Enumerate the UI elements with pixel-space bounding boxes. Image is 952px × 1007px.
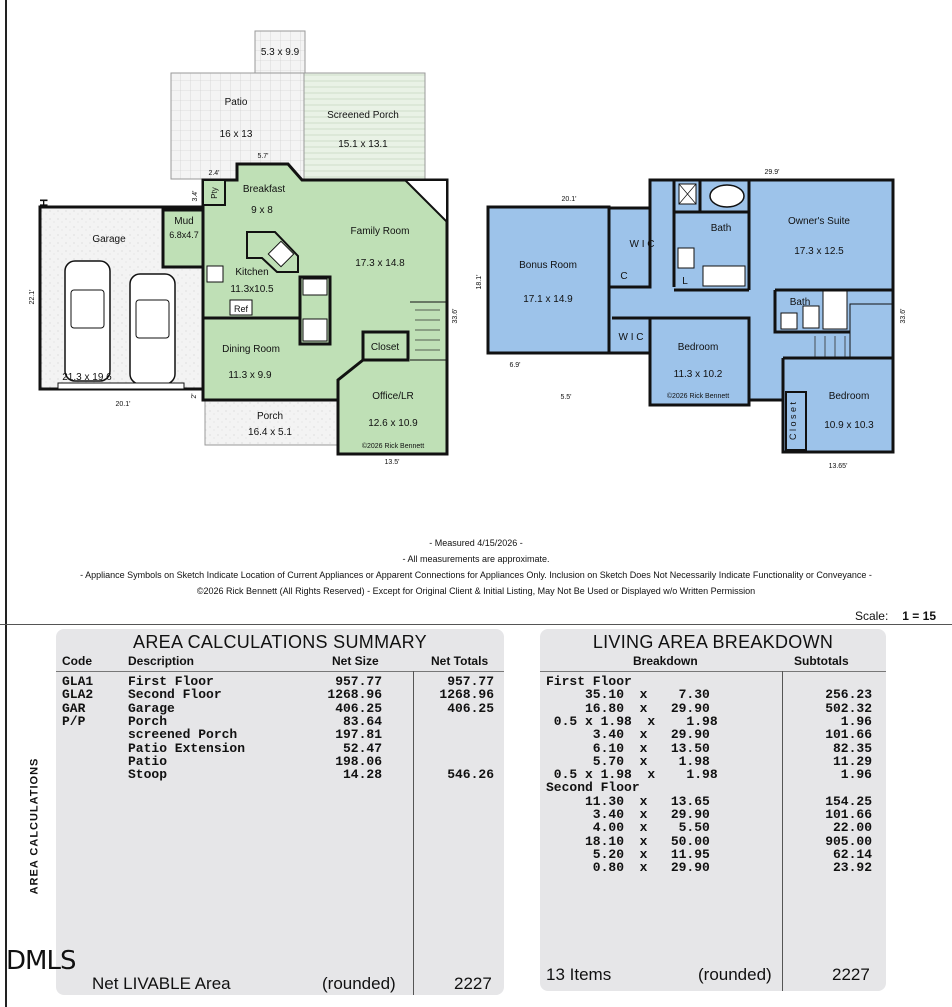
summary-code: GLA2 (62, 687, 94, 703)
header-net-totals: Net Totals (431, 654, 489, 668)
summary-net-size: 52.47 (342, 740, 382, 756)
wic-upper-label: W I C (629, 239, 655, 250)
screened-porch-dims: 15.1 x 13.1 (338, 139, 388, 150)
breakdown-subtotal: 905.00 (825, 833, 872, 849)
dim-2-4: 2.4' (208, 170, 220, 177)
garage-label: Garage (92, 234, 126, 245)
breakdown-line: Second Floor (546, 780, 640, 796)
sketch-notes (0, 535, 952, 599)
bath-hall-label: Bath (789, 297, 811, 308)
family-room-dims: 17.3 x 14.8 (355, 258, 405, 269)
bedroom-one-dims: 11.3 x 10.2 (673, 369, 723, 380)
summary-net-size: 1268.96 (327, 687, 382, 703)
breakdown-total: 2227 (832, 965, 870, 984)
note-measured: - Measured 4/15/2026 - (429, 538, 523, 548)
summary-net-size: 14.28 (342, 767, 382, 783)
breakdown-subtotal: 22.00 (832, 820, 872, 836)
summary-description: Patio Extension (128, 740, 246, 756)
breakdown-subtotal: 101.66 (825, 727, 872, 743)
porch-area (205, 400, 337, 445)
breakdown-line: 0.5 x 1.98 x 1.98 (546, 767, 718, 783)
mud-dims: 6.8x4.7 (169, 230, 199, 240)
owners-suite-label: Owner's Suite (788, 216, 850, 227)
breakdown-line: 5.70 x 1.98 (546, 753, 710, 769)
note-approximate: - All measurements are approximate. (402, 554, 550, 564)
summary-description: First Floor (128, 674, 214, 689)
dim-33-6: 33.6' (452, 308, 459, 324)
patio-label: Patio (224, 97, 248, 108)
dim-13-5: 13.5' (384, 459, 400, 466)
breakdown-line: 16.80 x 29.90 (546, 700, 710, 716)
header-subtotals: Subtotals (794, 654, 849, 668)
summary-net-total: 1268.96 (439, 687, 494, 703)
first-floor-copyright: ©2026 Rick Bennett (361, 443, 425, 450)
dim-3-4: 3.4' (192, 190, 199, 202)
bedroom-two-dims: 10.9 x 10.3 (824, 420, 874, 431)
closet-second-label: C l o s e t (788, 401, 798, 441)
bonus-room-label: Bonus Room (519, 260, 577, 271)
wic-lower-label: W I C (618, 332, 644, 343)
summary-description: screened Porch (128, 727, 238, 743)
summary-net-size: 197.81 (335, 727, 382, 743)
summary-code: GLA1 (62, 674, 94, 689)
summary-net-total: 406.25 (447, 700, 494, 716)
summary-code: GAR (62, 700, 86, 716)
stoop-label: 5.3 x 9.9 (260, 47, 300, 58)
summary-net-total: 957.77 (447, 674, 494, 689)
floor-plan-sketch (0, 0, 952, 500)
dim-20-1-upper: 20.1' (561, 196, 577, 203)
bedroom-one-label: Bedroom (677, 342, 719, 353)
summary-net-size: 198.06 (335, 753, 382, 769)
bedroom-two-label: Bedroom (828, 391, 870, 402)
dim-6-9: 6.9' (509, 362, 521, 369)
washer-icon (303, 279, 327, 295)
screened-porch-label: Screened Porch (327, 110, 399, 121)
scale-label: Scale: (854, 609, 889, 623)
dim-20-1: 20.1' (115, 401, 131, 408)
dim-33-6-upper: 33.6' (900, 308, 907, 324)
breakdown-subtotal: 502.32 (825, 700, 872, 716)
breakdown-line: 35.10 x 7.30 (546, 687, 710, 703)
breakdown-line: 0.80 x 29.90 (546, 860, 710, 876)
office-label: Office/LR (372, 391, 414, 402)
dim-5-5: 5.5' (560, 394, 572, 401)
office-dims: 12.6 x 10.9 (368, 418, 418, 429)
summary-code: P/P (62, 713, 86, 729)
net-livable-rounded: (rounded) (322, 974, 396, 993)
summary-description: Garage (128, 700, 175, 716)
section-divider (0, 624, 952, 625)
linen-label: L (682, 276, 688, 287)
bath-master-label: Bath (710, 223, 732, 234)
summary-description: Patio (128, 753, 168, 769)
dim-2: 2' (191, 393, 198, 399)
living-breakdown-panel (540, 629, 886, 991)
garage-dims: 21.3 x 19.6 (62, 372, 112, 383)
closet-label: Closet (370, 342, 400, 353)
breakfast-label: Breakfast (242, 184, 286, 195)
c-closet-label: C (620, 271, 628, 282)
mud-label: Mud (174, 216, 194, 227)
range-icon (207, 266, 223, 282)
breakdown-line: 18.10 x 50.00 (546, 833, 710, 849)
breakdown-subtotal: 11.29 (832, 753, 872, 769)
summary-net-size: 957.77 (335, 674, 382, 689)
items-count: 13 Items (546, 965, 612, 984)
toilet-icon (303, 319, 327, 341)
breakdown-subtotal: 256.23 (825, 687, 872, 703)
breakdown-line: First Floor (546, 674, 632, 689)
bonus-room-dims: 17.1 x 14.9 (523, 294, 573, 305)
porch-dims: 16.4 x 5.1 (248, 427, 292, 438)
dining-room-dims: 11.3 x 9.9 (228, 370, 272, 381)
breakdown-subtotal: 101.66 (825, 807, 872, 822)
header-net-size: Net Size (332, 654, 379, 668)
dim-5-7: 5.7' (257, 153, 269, 160)
summary-description: Stoop (128, 767, 168, 783)
living-breakdown-title: LIVING AREA BREAKDOWN (592, 632, 834, 652)
summary-description: Porch (128, 713, 168, 729)
dim-29-9: 29.9' (764, 169, 780, 176)
note-appliances: - Appliance Symbols on Sketch Indicate Location of Current Appliances or Apparent Connections for Appliances Only. Inclusion on Sketch Does Not Necessarily Indicate Functionality or Conveyance - (80, 570, 872, 580)
dim-18-1: 18.1' (476, 274, 483, 290)
ref-label: Ref (233, 304, 249, 314)
breakdown-line: 3.40 x 29.90 (546, 807, 710, 822)
summary-net-total: 546.26 (447, 767, 494, 783)
header-description: Description (128, 654, 195, 668)
kitchen-label: Kitchen (235, 267, 269, 278)
second-floor-copyright: ©2026 Rick Bennett (666, 393, 730, 400)
breakdown-subtotal: 82.35 (832, 740, 872, 756)
breakdown-subtotal: 62.14 (832, 846, 872, 862)
dim-13-65: 13.65' (828, 463, 848, 470)
header-breakdown: Breakdown (633, 654, 698, 668)
header-code: Code (62, 654, 92, 668)
breakdown-line: 4.00 x 5.50 (546, 820, 710, 836)
breakdown-subtotal: 154.25 (825, 793, 872, 809)
dim-22-1: 22.1' (29, 289, 36, 305)
porch-label: Porch (256, 411, 284, 422)
summary-net-size: 83.64 (342, 713, 382, 729)
kitchen-dims: 11.3x10.5 (230, 284, 274, 295)
side-label-calculations: AREA CALCULATIONS (28, 757, 41, 895)
breakdown-line: 3.40 x 29.90 (546, 727, 710, 743)
scale-indicator (855, 609, 936, 623)
breakdown-line: 5.20 x 11.95 (546, 846, 710, 862)
breakdown-subtotal: 1.96 (840, 767, 872, 783)
family-room-label: Family Room (350, 226, 410, 237)
scale-value: 1 = 15 (902, 609, 936, 623)
patio-dims: 16 x 13 (219, 129, 253, 140)
pantry-label: Pty (210, 187, 219, 199)
breakdown-subtotal: 23.92 (832, 860, 872, 876)
breakdown-rounded: (rounded) (698, 965, 772, 984)
dining-room-label: Dining Room (222, 344, 280, 355)
area-summary-title: AREA CALCULATIONS SUMMARY (133, 632, 427, 652)
owners-suite-dims: 17.3 x 12.5 (794, 246, 844, 257)
breakdown-line: 6.10 x 13.50 (546, 740, 710, 756)
dmls-watermark-logo: DMLS (6, 946, 76, 976)
breakdown-line: 0.5 x 1.98 x 1.98 (546, 713, 718, 729)
net-livable-label: Net LIVABLE Area (92, 974, 231, 993)
summary-net-size: 406.25 (335, 700, 382, 716)
screened-porch-area (304, 73, 425, 179)
breakdown-line: 11.30 x 13.65 (546, 793, 710, 809)
area-summary-panel (56, 629, 504, 995)
breakfast-dims: 9 x 8 (251, 205, 273, 216)
summary-description: Second Floor (128, 687, 222, 703)
note-copyright: ©2026 Rick Bennett (All Rights Reserved) - Except for Original Client & Initial Listing, May Not Be Used or Displayed w/o Written Permission (196, 586, 756, 596)
breakdown-subtotal: 1.96 (840, 713, 872, 729)
net-livable-value: 2227 (454, 974, 492, 993)
